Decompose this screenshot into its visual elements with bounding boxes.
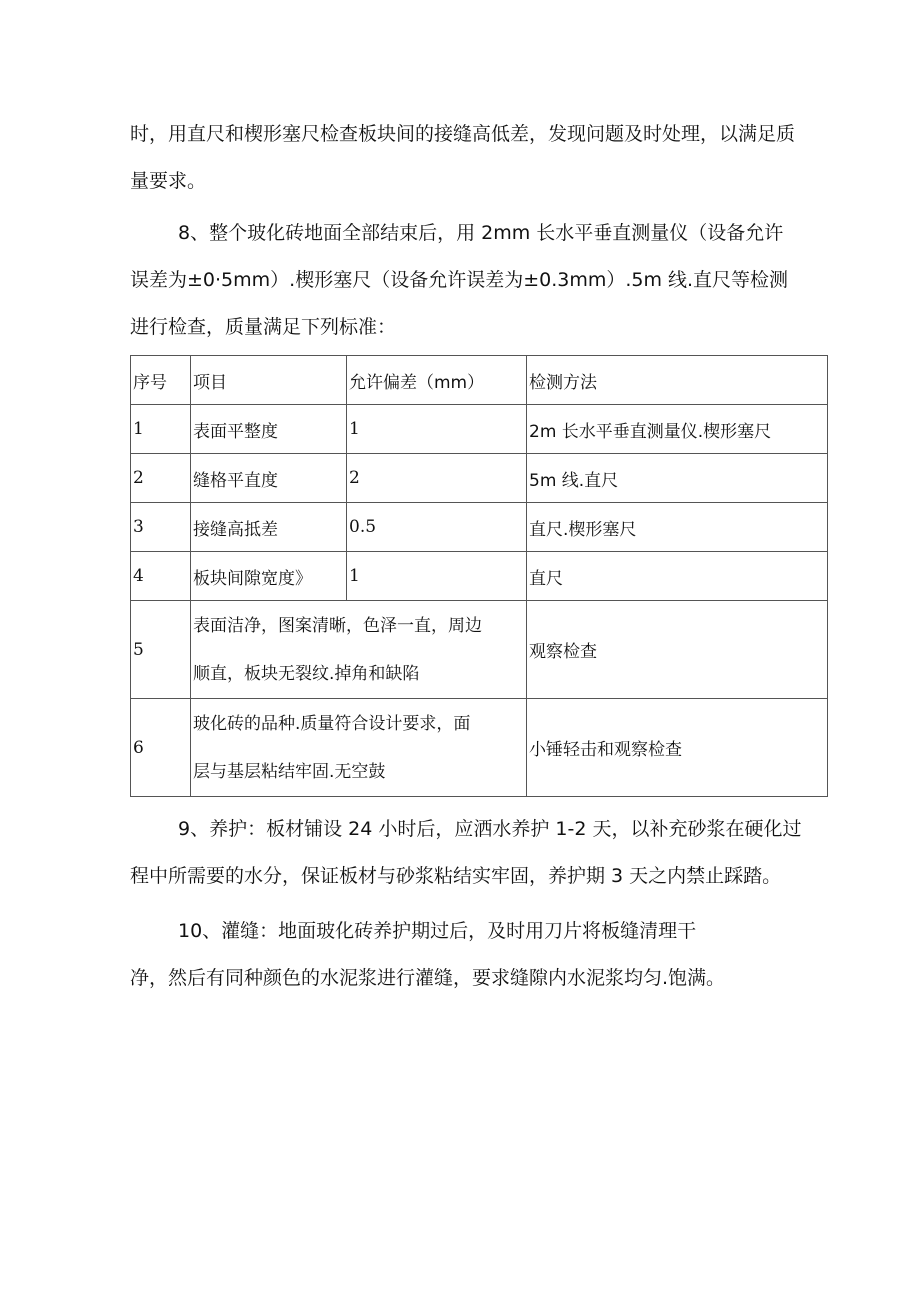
paragraph-line: 量要求。 (130, 170, 207, 192)
cell-tolerance: 2 (347, 454, 527, 503)
paragraph-10 (130, 908, 830, 1002)
cell-no: 4 (131, 552, 191, 601)
header-cell-method: 检测方法 (527, 356, 828, 405)
cell-no: 6 (131, 699, 191, 797)
quality-standard-table (130, 355, 828, 797)
paragraph-line: 误差为±0·5mm）.楔形塞尺（设备允许误差为±0.3mm）.5m 线.直尺等检测 (130, 269, 789, 291)
paragraph-8 (130, 210, 830, 351)
paragraph-line: 10、灌缝：地面玻化砖养护期过后，及时用刀片将板缝清理干 (178, 920, 697, 942)
cell-tolerance: 1 (347, 552, 527, 601)
cell-item-line: 顺直，板块无裂纹.掉角和缺陷 (193, 663, 420, 684)
cell-item-line: 玻化砖的品种.质量符合设计要求，面 (193, 713, 471, 734)
header-cell-tolerance: 允许偏差（mm） (347, 356, 527, 405)
table-header-row (131, 356, 828, 405)
cell-item-merged (191, 699, 527, 797)
cell-tolerance: 0.5 (347, 503, 527, 552)
paragraph-9 (130, 806, 830, 900)
cell-no: 2 (131, 454, 191, 503)
paragraph-line: 9、养护：板材铺设 24 小时后，应洒水养护 1-2 天，以补充砂浆在硬化过 (178, 818, 802, 840)
header-cell-item: 项目 (191, 356, 347, 405)
cell-item: 表面平整度 (191, 405, 347, 454)
cell-method: 小锤轻击和观察检查 (527, 699, 828, 797)
cell-method: 观察检查 (527, 601, 828, 699)
table-row (131, 503, 828, 552)
cell-item-line: 表面洁净，图案清晰，色泽一直，周边 (193, 615, 482, 636)
cell-method: 直尺 (527, 552, 828, 601)
paragraph-line: 程中所需要的水分，保证板材与砂浆粘结实牢固，养护期 3 天之内禁止踩踏。 (130, 865, 782, 887)
cell-item: 板块间隙宽度》 (191, 552, 347, 601)
header-cell-no: 序号 (131, 356, 191, 405)
cell-item: 缝格平直度 (191, 454, 347, 503)
table-row (131, 454, 828, 503)
table-row (131, 405, 828, 454)
paragraph-line: 8、整个玻化砖地面全部结束后，用 2mm 长水平垂直测量仪（设备允许 (178, 222, 784, 244)
cell-no: 1 (131, 405, 191, 454)
paragraph-line: 时，用直尺和楔形塞尺检查板块间的接缝高低差，发现问题及时处理，以满足质 (130, 123, 796, 145)
cell-item-line: 层与基层粘结牢固.无空鼓 (193, 761, 386, 782)
table-row-merged (131, 601, 828, 699)
cell-item: 接缝高抵差 (191, 503, 347, 552)
paragraph-line: 进行检查，质量满足下列标准： (130, 316, 397, 338)
cell-item-merged (191, 601, 527, 699)
table-row-merged (131, 699, 828, 797)
paragraph-continuation (130, 111, 830, 205)
cell-method: 直尺.楔形塞尺 (527, 503, 828, 552)
cell-method: 5m 线.直尺 (527, 454, 828, 503)
cell-no: 3 (131, 503, 191, 552)
cell-method: 2m 长水平垂直测量仪.楔形塞尺 (527, 405, 828, 454)
paragraph-line: 净，然后有同种颜色的水泥浆进行灌缝，要求缝隙内水泥浆均匀.饱满。 (130, 967, 726, 989)
table-row (131, 552, 828, 601)
cell-no: 5 (131, 601, 191, 699)
cell-tolerance: 1 (347, 405, 527, 454)
